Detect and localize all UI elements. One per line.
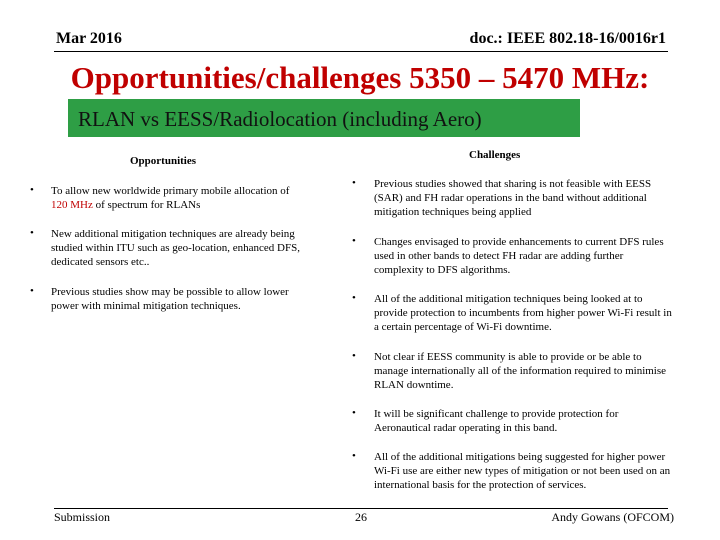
challenge-item: Not clear if EESS community is able to provide or be able to manage internationally all of the information required to minimise RLAN downtime. [374,351,667,391]
challenge-item: It will be significant challenge to provide protection for Aeronautical radar operating in this band. [374,408,619,434]
challenge-bullet: • [352,177,356,189]
opportunity-item: New additional mitigation techniques are already being studied within ITU such as geo-location, enhanced DFS, dedicated sensors etc.. [51,228,300,268]
header-rule [54,51,668,52]
opportunities-heading: Opportunities [130,155,197,167]
opportunity-text: To allow new worldwide primary mobile allocation of [51,185,290,197]
subtitle-text: RLAN vs EESS/Radiolocation (including Aero) [78,107,482,131]
page-number: 26 [355,510,367,524]
challenge-item: Previous studies showed that sharing is not feasible with EESS (SAR) and FH radar operations in the band without additional mitigation techniques being applied [374,178,652,218]
footer-author: Andy Gowans (OFCOM) [551,510,674,524]
header-doc-id: doc.: IEEE 802.18-16/0016r1 [469,30,666,47]
footer-submission: Submission [54,510,111,524]
opportunity-bullet: • [30,227,34,239]
challenge-bullet: • [352,235,356,247]
challenge-item: All of the additional mitigations being suggested for higher power Wi-Fi use are either new types of mitigation or not been used on an international basis for the protection of services. [374,451,671,491]
footer-rule [54,508,668,509]
opportunity-item: Previous studies show may be possible to allow lower power with minimal mitigation techniques. [51,286,289,312]
challenge-bullet: • [352,292,356,304]
opportunity-text-end: of spectrum for RLANs [92,199,201,211]
challenge-item: All of the additional mitigation techniques being looked at to provide protection to incumbents from higher power Wi-Fi result in a certain percentage of Wi-Fi downtime. [374,293,672,333]
header-date: Mar 2016 [56,30,122,47]
challenge-bullet: • [352,407,356,419]
opportunity-bullet: • [30,285,34,297]
challenge-bullet: • [352,450,356,462]
slide-title: Opportunities/challenges 5350 – 5470 MHz: [70,60,650,95]
challenge-bullet: • [352,350,356,362]
opportunity-item [51,184,303,212]
challenge-item: Changes envisaged to provide enhancements to current DFS rules used in other bands to detect FH radar are adding further complexity to DFS algorithms. [374,236,664,276]
opportunity-highlight: 120 MHz [51,199,93,211]
challenges-heading: Challenges [469,149,521,161]
opportunity-bullet: • [30,184,34,196]
